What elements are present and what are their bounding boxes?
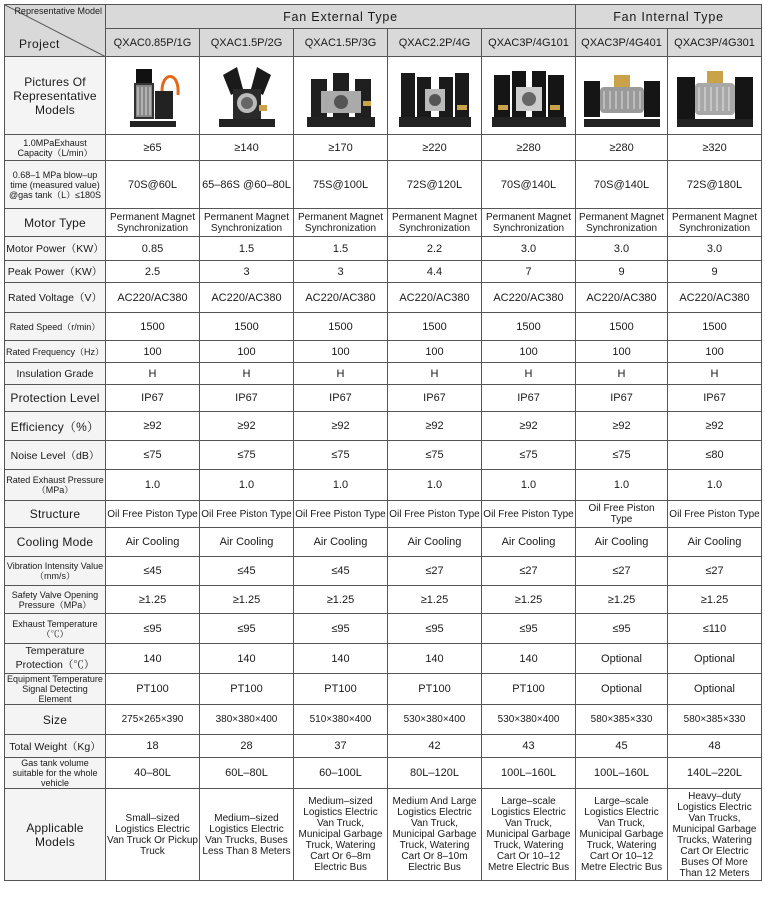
cell-value: IP67 [576,385,668,412]
cell-value: 1500 [576,313,668,341]
cell-value: IP67 [388,385,482,412]
spec-row [5,283,762,313]
row-label: Applicable Models [5,789,106,881]
cell-value: ≤75 [294,441,388,470]
cell-value: AC220/AC380 [482,283,576,313]
cell-value: 75S@100L [294,161,388,209]
cell-value: 100L–160L [482,758,576,789]
row-label: Rated Speed（r/min） [5,313,106,341]
cell-value: 9 [668,261,762,283]
spec-row [5,237,762,261]
compressor-4cyl-icon [395,61,475,131]
cell-value: H [482,363,576,385]
model-picture [388,57,482,135]
row-label: Protection Level [5,385,106,412]
cell-value: ≤95 [388,614,482,644]
cell-value: ≤95 [106,614,200,644]
cell-value: ≤110 [668,614,762,644]
cell-value: Permanent Magnet Synchronization [388,209,482,237]
cell-value: ≤27 [482,557,576,586]
cell-value: 42 [388,735,482,758]
row-label: Gas tank volume suitable for the whole vehicle [5,758,106,789]
spec-row [5,644,762,674]
cell-value: 275×265×390 [106,705,200,735]
row-label: Peak Power（KW） [5,261,106,283]
compressor-internal-fan-large-icon [673,61,757,131]
compressor-3cyl-icon [303,61,379,131]
spec-row [5,261,762,283]
cell-value: 3.0 [668,237,762,261]
cell-value: 45 [576,735,668,758]
cell-value: 2.2 [388,237,482,261]
model-picture [106,57,200,135]
row-label: Exhaust Temperature（℃） [5,614,106,644]
cell-value: 580×385×330 [668,705,762,735]
cell-value: ≥140 [200,135,294,161]
cell-value: ≥92 [482,412,576,441]
cell-value: Permanent Magnet Synchronization [200,209,294,237]
cell-value: 510×380×400 [294,705,388,735]
row-label: Vibration Intensity Value（mm/s） [5,557,106,586]
row-label: Temperature Protection（℃） [5,644,106,674]
cell-value: 1.5 [294,237,388,261]
cell-value: 1500 [388,313,482,341]
spec-row [5,441,762,470]
cell-value: PT100 [388,674,482,705]
group-header-row [5,5,762,29]
cell-value: 1.0 [576,470,668,501]
cell-value: ≤75 [576,441,668,470]
cell-value: ≤95 [482,614,576,644]
cell-value: ≤27 [668,557,762,586]
cell-value: ≥220 [388,135,482,161]
cell-value: AC220/AC380 [106,283,200,313]
cell-value: Air Cooling [294,528,388,557]
cell-value: ≥280 [482,135,576,161]
cell-value: 1500 [294,313,388,341]
cell-value: PT100 [482,674,576,705]
cell-value: 3 [294,261,388,283]
cell-value: 0.85 [106,237,200,261]
spec-row [5,758,762,789]
cell-value: 3.0 [576,237,668,261]
cell-value: ≥92 [294,412,388,441]
cell-value: ≥1.25 [200,586,294,614]
cell-value: Oil Free Piston Type [576,501,668,528]
cell-value: 3 [200,261,294,283]
cell-value: Air Cooling [106,528,200,557]
cell-value: ≤75 [388,441,482,470]
model-name: QXAC3P/4G301 [668,29,762,57]
cell-value: AC220/AC380 [294,283,388,313]
spec-row [5,412,762,441]
model-picture [668,57,762,135]
cell-value: 1.0 [106,470,200,501]
cell-value: ≥92 [200,412,294,441]
model-picture [200,57,294,135]
cell-value: Air Cooling [668,528,762,557]
representative-model-label: Representative Model [14,6,102,16]
cell-value: AC220/AC380 [668,283,762,313]
cell-value: 100 [200,341,294,363]
cell-value: ≤95 [294,614,388,644]
cell-value: ≥1.25 [482,586,576,614]
cell-value: 140L–220L [668,758,762,789]
cell-value: 1500 [200,313,294,341]
cell-value: ≥65 [106,135,200,161]
cell-value: Air Cooling [482,528,576,557]
spec-row [5,501,762,528]
spec-row [5,557,762,586]
spec-row [5,363,762,385]
row-label: Rated Exhaust Pressure（MPa） [5,470,106,501]
cell-value: 2.5 [106,261,200,283]
cell-value: Oil Free Piston Type [200,501,294,528]
compressor-4cyl-large-icon [488,61,570,131]
cell-value: 1.0 [388,470,482,501]
cell-value: Optional [668,644,762,674]
group-fan-external: Fan External Type [106,5,576,29]
cell-value: IP67 [294,385,388,412]
row-label: Size [5,705,106,735]
row-label: Noise Level（dB） [5,441,106,470]
cell-value: PT100 [294,674,388,705]
cell-value: H [576,363,668,385]
spec-row [5,735,762,758]
spec-row [5,313,762,341]
cell-value: PT100 [200,674,294,705]
cell-value: AC220/AC380 [388,283,482,313]
cell-value: 70S@140L [576,161,668,209]
cell-value: ≥280 [576,135,668,161]
cell-value: Medium–sized Logistics Electric Van Trucks, Buses Less Than 8 Meters [200,789,294,881]
cell-value: 100L–160L [576,758,668,789]
cell-value: H [106,363,200,385]
cell-value: 530×380×400 [388,705,482,735]
cell-value: Large–scale Logistics Electric Van Truck, Municipal Garbage Truck, Watering Cart Or 10–12 Metre Electric Bus [576,789,668,881]
row-label: 1.0MPaExhaust Capacity（L/min） [5,135,106,161]
cell-value: ≥1.25 [576,586,668,614]
model-picture [294,57,388,135]
cell-value: 80L–120L [388,758,482,789]
cell-value: Oil Free Piston Type [668,501,762,528]
cell-value: IP67 [200,385,294,412]
cell-value: 40–80L [106,758,200,789]
cell-value: 100 [294,341,388,363]
row-label: Cooling Mode [5,528,106,557]
cell-value: 140 [294,644,388,674]
compressor-2cyl-icon [213,61,281,131]
cell-value: 18 [106,735,200,758]
cell-value: 100 [388,341,482,363]
cell-value: 530×380×400 [482,705,576,735]
cell-value: 100 [482,341,576,363]
pictures-row [5,57,762,135]
row-label: Rated Voltage（V） [5,283,106,313]
cell-value: 380×380×400 [200,705,294,735]
cell-value: Permanent Magnet Synchronization [482,209,576,237]
cell-value: ≥92 [106,412,200,441]
cell-value: 3.0 [482,237,576,261]
cell-value: ≥1.25 [668,586,762,614]
row-label: Safety Valve Opening Pressure（MPa） [5,586,106,614]
model-picture [576,57,668,135]
spec-row [5,470,762,501]
cell-value: 43 [482,735,576,758]
cell-value: 70S@60L [106,161,200,209]
row-label: 0.68–1 MPa blow–up time (measured value) @gas tank（L）≤180S [5,161,106,209]
cell-value: ≤45 [106,557,200,586]
cell-value: H [200,363,294,385]
cell-value: H [668,363,762,385]
cell-value: 70S@140L [482,161,576,209]
cell-value: 140 [482,644,576,674]
model-name: QXAC1.5P/3G [294,29,388,57]
cell-value: ≤27 [576,557,668,586]
cell-value: 65–86S @60–80L [200,161,294,209]
cell-value: 48 [668,735,762,758]
cell-value: Permanent Magnet Synchronization [294,209,388,237]
cell-value: 140 [388,644,482,674]
cell-value: ≤75 [200,441,294,470]
spec-row [5,135,762,161]
spec-row [5,614,762,644]
cell-value: Permanent Magnet Synchronization [668,209,762,237]
cell-value: ≥92 [388,412,482,441]
cell-value: ≤95 [576,614,668,644]
spec-row [5,674,762,705]
cell-value: Air Cooling [388,528,482,557]
cell-value: AC220/AC380 [576,283,668,313]
spec-row [5,586,762,614]
cell-value: Oil Free Piston Type [294,501,388,528]
cell-value: ≤45 [294,557,388,586]
model-name: QXAC3P/4G401 [576,29,668,57]
model-picture [482,57,576,135]
cell-value: 580×385×330 [576,705,668,735]
cell-value: Medium–sized Logistics Electric Van Truck, Municipal Garbage Truck, Watering Cart Or 6–8m Electric Bus [294,789,388,881]
corner-header-cell [5,5,106,57]
row-label: Structure [5,501,106,528]
spec-row [5,705,762,735]
cell-value: 1500 [668,313,762,341]
cell-value: 140 [200,644,294,674]
cell-value: 1.0 [668,470,762,501]
cell-value: 1.5 [200,237,294,261]
cell-value: 100 [668,341,762,363]
cell-value: 100 [106,341,200,363]
spec-row [5,341,762,363]
cell-value: 1500 [482,313,576,341]
spec-row [5,789,762,881]
compressor-internal-fan-icon [580,61,664,131]
cell-value: IP67 [106,385,200,412]
cell-value: 60L–80L [200,758,294,789]
spec-row [5,528,762,557]
spec-row [5,161,762,209]
row-label: Insulation Grade [5,363,106,385]
cell-value: 37 [294,735,388,758]
model-name: QXAC1.5P/2G [200,29,294,57]
cell-value: 60–100L [294,758,388,789]
cell-value: 72S@120L [388,161,482,209]
pictures-label: Pictures Of Representative Models [5,57,106,135]
cell-value: 100 [576,341,668,363]
cell-value: Heavy–duty Logistics Electric Van Trucks, Municipal Garbage Trucks, Watering Cart Or Electric Buses Of More Than 12 Meters [668,789,762,881]
cell-value: IP67 [668,385,762,412]
cell-value: 140 [106,644,200,674]
cell-value: Oil Free Piston Type [482,501,576,528]
cell-value: PT100 [106,674,200,705]
cell-value: 72S@180L [668,161,762,209]
compressor-1cyl-icon [122,61,184,131]
row-label: Motor Power（KW） [5,237,106,261]
cell-value: ≤80 [668,441,762,470]
cell-value: Permanent Magnet Synchronization [106,209,200,237]
cell-value: 28 [200,735,294,758]
project-label: Project [19,37,60,51]
cell-value: ≥92 [668,412,762,441]
cell-value: AC220/AC380 [200,283,294,313]
cell-value: 1.0 [482,470,576,501]
cell-value: Optional [668,674,762,705]
cell-value: ≤95 [200,614,294,644]
cell-value: ≤45 [200,557,294,586]
cell-value: ≥1.25 [388,586,482,614]
cell-value: Large–scale Logistics Electric Van Truck, Municipal Garbage Truck, Watering Cart Or 10–12 Metre Electric Bus [482,789,576,881]
spec-row [5,209,762,237]
cell-value: ≥170 [294,135,388,161]
row-label: Motor Type [5,209,106,237]
row-label: Total Weight（Kg） [5,735,106,758]
cell-value: 4.4 [388,261,482,283]
group-fan-internal: Fan Internal Type [576,5,762,29]
cell-value: H [388,363,482,385]
cell-value: ≥320 [668,135,762,161]
cell-value: H [294,363,388,385]
model-name: QXAC3P/4G101 [482,29,576,57]
cell-value: ≤75 [482,441,576,470]
cell-value: ≤27 [388,557,482,586]
cell-value: Small–sized Logistics Electric Van Truck Or Pickup Truck [106,789,200,881]
cell-value: 1500 [106,313,200,341]
cell-value: ≥1.25 [294,586,388,614]
spec-table [4,4,762,881]
cell-value: 9 [576,261,668,283]
model-name: QXAC0.85P/1G [106,29,200,57]
cell-value: Oil Free Piston Type [106,501,200,528]
cell-value: 7 [482,261,576,283]
cell-value: Optional [576,644,668,674]
cell-value: Air Cooling [576,528,668,557]
cell-value: 1.0 [200,470,294,501]
cell-value: ≥1.25 [106,586,200,614]
cell-value: ≥92 [576,412,668,441]
cell-value: Medium And Large Logistics Electric Van Truck, Municipal Garbage Truck, Watering Cart Or 8–10m Electric Bus [388,789,482,881]
cell-value: Optional [576,674,668,705]
model-name: QXAC2.2P/4G [388,29,482,57]
row-label: Equipment Temperature Signal Detecting Element [5,674,106,705]
model-header-row [5,29,762,57]
spec-row [5,385,762,412]
row-label: Rated Frequency（Hz） [5,341,106,363]
cell-value: ≤75 [106,441,200,470]
cell-value: Air Cooling [200,528,294,557]
cell-value: Permanent Magnet Synchronization [576,209,668,237]
row-label: Efficiency（%） [5,412,106,441]
cell-value: Oil Free Piston Type [388,501,482,528]
cell-value: IP67 [482,385,576,412]
cell-value: 1.0 [294,470,388,501]
